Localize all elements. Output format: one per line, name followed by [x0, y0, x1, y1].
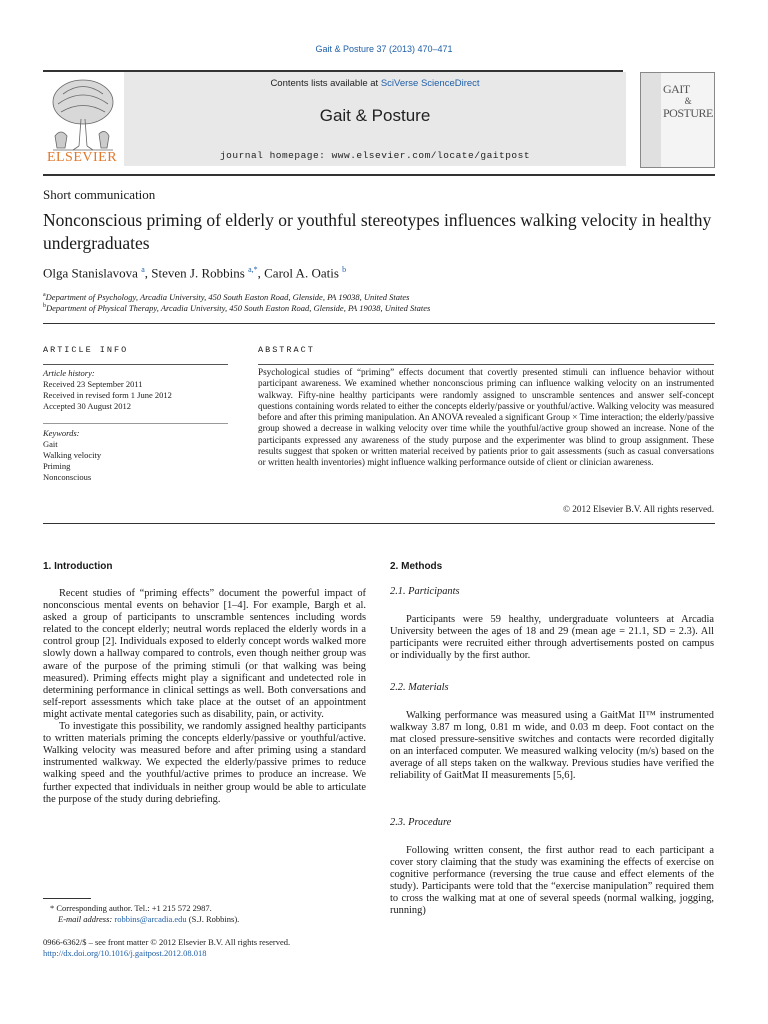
- author-list: Olga Stanislavova $^a$, Steven J. Robbins $^{a,*}$, Carol A. Oatis $^b$: [43, 265, 347, 281]
- abstract-heading: ABSTRACT: [258, 345, 315, 355]
- history-item: Received in revised form 1 June 2012: [43, 390, 172, 400]
- history-item: Received 23 September 2011: [43, 379, 143, 389]
- article-type: Short communication: [43, 187, 156, 202]
- procedure-body: [390, 845, 714, 918]
- elsevier-logo-text: ELSEVIER: [46, 150, 118, 165]
- keywords-label: Keywords:: [43, 428, 80, 438]
- history-label: Article history:: [43, 368, 95, 378]
- author-name: Olga Stanislavova: [43, 265, 138, 281]
- abstract-text: Psychological studies of “priming” effects document that covertly presented stimuli can influence behavior without participant awareness. We examined whether nonconscious priming can influence walking velocity on an instrumented walkway. Fifty-nine healthy participants were randomly assigned to unscramble sentences and answer self-concept questions containing words related to either the concepts elderly/passive or youthful/active. Walking velocity was measured before and after this priming manipulation. An ANOVA revealed a significant Group × Time interaction; the elderly/passive group showed a decrease in walking velocity over time while the youthful/active group showed an increase. None of the participants expressed any awareness of the study purpose and the experimenter was blind to group assignment. These results suggest that spoken or written material received by patients prior to gait assessments (such as casual conversations or written health inventories) might influence walking performance outside of client or clinician awareness.: [258, 367, 714, 468]
- keywords-rule: [43, 423, 228, 424]
- journal-name: Gait & Posture: [319, 106, 431, 125]
- keywords-list: [43, 428, 228, 483]
- sciencedirect-link[interactable]: SciVerse ScienceDirect: [380, 78, 480, 89]
- affiliation: [43, 303, 430, 313]
- participants-paragraph: Participants were 59 healthy, undergraduate volunteers at Arcadia University between the ages of 18 and 29 (mean age = 21.1, SD = 2.3). All participants were recruited either through advertisements posted on campus or individually by the first author.: [390, 614, 714, 662]
- cover-title-line2: &: [684, 96, 692, 106]
- email-link[interactable]: robbins@arcadia.edu: [114, 913, 187, 924]
- contents-line: [124, 78, 626, 89]
- introduction-paragraph: Recent studies of “priming effects” document the powerful impact of nonconscious mental events on behavior [1–4]. For example, Bargh et al. asked a group of participants to unscramble sentences including words related to the concept elderly; neutral words replaced the elderly words in a control group [2]. Individuals exposed to elderly concept words walked more slowly down a hallway compared to controls, even though neither group was aware of the purpose of the priming stimuli (or that walking was being measured). Priming effects might play a significant and undetected role in determining performance in clinical settings as well. Both conversations and self-report assessments which take place at the outset of an appointment might activate mental categories such as disability, pain, or activity.: [43, 588, 366, 720]
- procedure-paragraph: Following written consent, the first author read to each participant a cover story claiming that the study was examining the effects of exercise on cognitive performance (reversing the true cause and effect elements of the study). Participants were told that the “exercise manipulation” required them to cross the walking mat at one of several speeds (normal walking, jogging, running): [390, 845, 714, 917]
- corresponding-author: * Corresponding author. Tel.: +1 215 572 2987.: [50, 903, 212, 913]
- journal-banner: [43, 70, 715, 168]
- materials-body: [390, 710, 714, 783]
- participants-body: [390, 614, 714, 662]
- footnote-corresponding: [50, 903, 366, 924]
- subsection-heading-materials: 2.2. Materials: [390, 682, 449, 693]
- subsection-heading-procedure: 2.3. Procedure: [390, 817, 452, 828]
- cover-title-line1: GAIT: [663, 82, 690, 96]
- introduction-body: [43, 588, 366, 806]
- introduction-paragraph: To investigate this possibility, we randomly assigned healthy participants to written materials priming the concepts elderly/passive or youthful/active. Walking velocity was measured before and after priming using a standard instrumented walkway. We expected the elderly/passive primes to reduce walking speed and the youthful/active primes to produce an increase. We further expected that individuals in neither group would be able to articulate the purpose of the study during debriefing.: [43, 721, 366, 805]
- header-divider: [43, 323, 715, 324]
- abstract-copyright: © 2012 Elsevier B.V. All rights reserved.: [563, 504, 714, 514]
- author-affiliation-mark[interactable]: a: [141, 265, 145, 274]
- subsection-heading-participants: 2.1. Participants: [390, 586, 460, 597]
- keyword: Gait: [43, 439, 58, 449]
- abstract-rule: [258, 364, 714, 365]
- cover-side-strip: [641, 73, 661, 167]
- footnote-rule: [43, 898, 91, 899]
- author-name: Steven J. Robbins: [151, 265, 245, 281]
- issn-line: 0966-6362/$ – see front matter © 2012 Elsevier B.V. All rights reserved.: [43, 937, 291, 947]
- section-heading-introduction: 1. Introduction: [43, 561, 113, 572]
- contents-prefix: Contents lists available at: [270, 78, 381, 89]
- keyword: Nonconscious: [43, 472, 92, 482]
- email-label: E-mail address:: [58, 913, 115, 924]
- abstract-divider: [43, 523, 715, 524]
- journal-cover-thumbnail: [640, 72, 715, 168]
- cover-title-line3: POSTURE: [663, 106, 713, 120]
- materials-paragraph: Walking performance was measured using a GaitMat II™ instrumented walkway 3.87 m long, 0.81 m wide, and 0.03 m deep. Foot contact on the mat closed pressure-sensitive switches and contacts were recorded digitally on an interfaced computer. We measured walking velocity (m/s) based on the average of all steps taken on the walkway. Previous studies have verified the reliability of GaitMat II measurements [5,6].: [390, 710, 714, 782]
- history-item: Accepted 30 August 2012: [43, 401, 132, 411]
- doi-link[interactable]: http://dx.doi.org/10.1016/j.gaitpost.2012.08.018: [43, 947, 207, 958]
- affiliation-text: Department of Physical Therapy, Arcadia University, 450 South Easton Road, Glenside, PA 19038, United States: [46, 303, 431, 313]
- article-title: Nonconscious priming of elderly or youthful stereotypes influences walking velocity in healthy undergraduates: [43, 210, 712, 253]
- article-info-heading: ARTICLE INFO: [43, 345, 129, 355]
- affiliation-mark: b: [43, 303, 46, 310]
- email-suffix: (S.J. Robbins).: [186, 913, 240, 924]
- article-info-rule: [43, 364, 228, 365]
- author-affiliation-mark[interactable]: a,*: [248, 265, 258, 274]
- front-matter: [43, 937, 366, 958]
- section-heading-methods: 2. Methods: [390, 561, 443, 572]
- author-affiliation-mark[interactable]: b: [342, 265, 347, 274]
- affiliation-text: Department of Psychology, Arcadia University, 450 South Easton Road, Glenside, PA 19038, United States: [45, 292, 410, 302]
- journal-reference[interactable]: Gait & Posture 37 (2013) 470–471: [315, 44, 453, 54]
- banner-bottom-rule: [43, 174, 715, 176]
- affiliation: [43, 292, 409, 302]
- cover-title: [663, 83, 713, 119]
- affiliation-mark: a: [43, 292, 46, 299]
- article-history: [43, 368, 228, 412]
- keyword: Walking velocity: [43, 450, 102, 460]
- keyword: Priming: [43, 461, 71, 471]
- journal-homepage[interactable]: journal homepage: www.elsevier.com/locate/gaitpost: [219, 150, 531, 161]
- author-name: Carol A. Oatis: [264, 265, 339, 281]
